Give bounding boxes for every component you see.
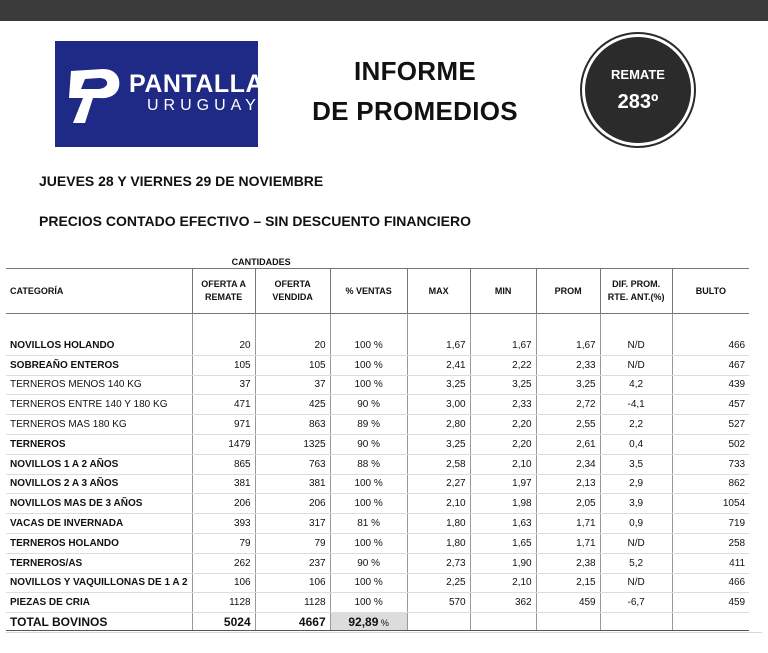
cell-bulto: 466	[672, 573, 749, 593]
cell-pct: 100 %	[330, 533, 407, 553]
col-categoria-header: CATEGORÍA	[10, 285, 64, 296]
cell-dif: 0,4	[600, 434, 672, 454]
table-row	[6, 514, 749, 534]
cell-min: 2,33	[470, 395, 536, 415]
cell-oferta: 471	[192, 395, 255, 415]
table-row	[6, 434, 749, 454]
table-row	[6, 336, 749, 355]
cell-max: 2,58	[407, 454, 470, 474]
report-title-line-2: DE PROMEDIOS	[312, 96, 518, 126]
remate-badge-number: 283º	[617, 91, 659, 113]
total-pct: 92,89 %	[330, 613, 407, 631]
col-min-header: MIN	[470, 269, 536, 314]
cell-bulto: 439	[672, 375, 749, 395]
cell-max: 3,25	[407, 375, 470, 395]
cell-min: 1,97	[470, 474, 536, 494]
cell-max: 2,25	[407, 573, 470, 593]
table-row	[6, 375, 749, 395]
cell-max: 2,73	[407, 553, 470, 573]
cell-cat: NOVILLOS 2 A 3 AÑOS	[6, 474, 192, 494]
cell-prom: 2,05	[536, 494, 600, 514]
table-row	[6, 355, 749, 375]
cell-cat: TERNEROS/AS	[6, 553, 192, 573]
cell-oferta: 79	[192, 533, 255, 553]
cell-bulto: 258	[672, 533, 749, 553]
top-bar	[0, 0, 768, 21]
prices-subtitle: PRECIOS CONTADO EFECTIVO – SIN DESCUENTO FINANCIERO	[39, 213, 471, 229]
cell-prom: 2,33	[536, 355, 600, 375]
cell-vendida: 381	[255, 474, 330, 494]
col-bulto-header: BULTO	[672, 269, 749, 314]
cell-cat: TERNEROS ENTRE 140 Y 180 KG	[6, 395, 192, 415]
cell-vendida: 79	[255, 533, 330, 553]
cell-prom: 459	[536, 593, 600, 613]
total-label: TOTAL BOVINOS	[6, 613, 192, 631]
col-oferta-vendida-header: OFERTA VENDIDA	[255, 269, 330, 314]
table-row	[6, 395, 749, 415]
table-row	[6, 573, 749, 593]
table-row	[6, 415, 749, 435]
table-row	[6, 494, 749, 514]
cell-bulto: 467	[672, 355, 749, 375]
cell-bulto: 733	[672, 454, 749, 474]
cell-cat: TERNEROS MAS 180 KG	[6, 415, 192, 435]
cell-max: 2,27	[407, 474, 470, 494]
pantalla-uruguay-logo	[55, 41, 273, 147]
cell-vendida: 317	[255, 514, 330, 534]
cell-bulto: 1054	[672, 494, 749, 514]
cell-prom: 1,71	[536, 514, 600, 534]
col-oferta-remate-header: OFERTA A REMATE	[192, 269, 255, 314]
cell-oferta: 20	[192, 336, 255, 355]
cell-vendida: 20	[255, 336, 330, 355]
cell-vendida: 37	[255, 375, 330, 395]
table-row	[6, 593, 749, 613]
cell-pct: 100 %	[330, 375, 407, 395]
logo-brand-name: PANTALLA®	[129, 70, 273, 98]
cell-prom: 2,38	[536, 553, 600, 573]
total-vendida: 4667	[255, 613, 330, 631]
cell-min: 1,67	[470, 336, 536, 355]
cell-vendida: 863	[255, 415, 330, 435]
cell-dif: 5,2	[600, 553, 672, 573]
cell-prom: 2,61	[536, 434, 600, 454]
cell-cat: NOVILLOS 1 A 2 AÑOS	[6, 454, 192, 474]
total-oferta: 5024	[192, 613, 255, 631]
cell-dif: N/D	[600, 533, 672, 553]
cell-max: 570	[407, 593, 470, 613]
cell-bulto: 411	[672, 553, 749, 573]
cell-pct: 100 %	[330, 474, 407, 494]
cell-dif: 4,2	[600, 375, 672, 395]
cell-min: 2,10	[470, 454, 536, 474]
cell-pct: 90 %	[330, 553, 407, 573]
cell-prom: 3,25	[536, 375, 600, 395]
col-max-header: MAX	[407, 269, 470, 314]
cell-cat: VACAS DE INVERNADA	[6, 514, 192, 534]
cell-pct: 81 %	[330, 514, 407, 534]
cell-pct: 100 %	[330, 494, 407, 514]
horse-head-icon	[67, 65, 125, 127]
cell-cat: NOVILLOS HOLANDO	[6, 336, 192, 355]
cell-oferta: 393	[192, 514, 255, 534]
cell-min: 2,20	[470, 415, 536, 435]
cell-prom: 1,71	[536, 533, 600, 553]
cell-cat: TERNEROS MENOS 140 KG	[6, 375, 192, 395]
cell-vendida: 1325	[255, 434, 330, 454]
cell-bulto: 527	[672, 415, 749, 435]
cell-max: 1,80	[407, 533, 470, 553]
cell-min: 3,25	[470, 375, 536, 395]
cell-pct: 89 %	[330, 415, 407, 435]
table-row	[6, 474, 749, 494]
cell-oferta: 381	[192, 474, 255, 494]
cell-prom: 2,34	[536, 454, 600, 474]
report-title-line-1: INFORME	[354, 56, 476, 86]
auction-date: JUEVES 28 Y VIERNES 29 DE NOVIEMBRE	[39, 173, 324, 189]
cell-min: 1,63	[470, 514, 536, 534]
cell-dif: 0,9	[600, 514, 672, 534]
cell-dif: 3,9	[600, 494, 672, 514]
cell-pct: 100 %	[330, 593, 407, 613]
cell-cat: NOVILLOS MAS DE 3 AÑOS	[6, 494, 192, 514]
table-row	[6, 533, 749, 553]
cell-dif: N/D	[600, 573, 672, 593]
cell-pct: 88 %	[330, 454, 407, 474]
cell-pct: 100 %	[330, 355, 407, 375]
cell-oferta: 1479	[192, 434, 255, 454]
cell-vendida: 1128	[255, 593, 330, 613]
cell-oferta: 206	[192, 494, 255, 514]
cell-min: 2,10	[470, 573, 536, 593]
cell-max: 1,67	[407, 336, 470, 355]
cell-min: 362	[470, 593, 536, 613]
cell-dif: -6,7	[600, 593, 672, 613]
cell-cat: TERNEROS HOLANDO	[6, 533, 192, 553]
table-body	[6, 336, 749, 613]
cell-max: 2,80	[407, 415, 470, 435]
cell-oferta: 105	[192, 355, 255, 375]
cell-bulto: 719	[672, 514, 749, 534]
group-header-row	[6, 255, 749, 269]
cell-oferta: 262	[192, 553, 255, 573]
cell-bulto: 862	[672, 474, 749, 494]
remate-badge	[585, 37, 691, 143]
table-row	[6, 454, 749, 474]
cell-min: 1,90	[470, 553, 536, 573]
cell-prom: 2,55	[536, 415, 600, 435]
cell-vendida: 105	[255, 355, 330, 375]
cell-oferta: 971	[192, 415, 255, 435]
cell-prom: 1,67	[536, 336, 600, 355]
cell-bulto: 466	[672, 336, 749, 355]
cell-min: 1,65	[470, 533, 536, 553]
cell-vendida: 237	[255, 553, 330, 573]
cell-max: 3,00	[407, 395, 470, 415]
cell-prom: 2,15	[536, 573, 600, 593]
col-pct-ventas-header: % VENTAS	[330, 269, 407, 314]
cell-vendida: 425	[255, 395, 330, 415]
cell-dif: 2,2	[600, 415, 672, 435]
cell-vendida: 763	[255, 454, 330, 474]
cell-min: 2,20	[470, 434, 536, 454]
cell-min: 1,98	[470, 494, 536, 514]
table-row	[6, 553, 749, 573]
cell-prom: 2,72	[536, 395, 600, 415]
cell-dif: 3,5	[600, 454, 672, 474]
cell-dif: -4,1	[600, 395, 672, 415]
cell-cat: PIEZAS DE CRIA	[6, 593, 192, 613]
cantidades-header: CANTIDADES	[192, 255, 330, 269]
cell-pct: 100 %	[330, 573, 407, 593]
total-row	[6, 613, 749, 631]
cell-prom: 2,13	[536, 474, 600, 494]
remate-badge-label: REMATE	[611, 67, 665, 82]
cell-min: 2,22	[470, 355, 536, 375]
cell-bulto: 457	[672, 395, 749, 415]
cell-oferta: 865	[192, 454, 255, 474]
cell-max: 2,10	[407, 494, 470, 514]
cell-bulto: 502	[672, 434, 749, 454]
cell-cat: SOBREAÑO ENTEROS	[6, 355, 192, 375]
cell-oferta: 106	[192, 573, 255, 593]
averages-table	[6, 255, 749, 631]
cell-max: 3,25	[407, 434, 470, 454]
col-dif-prom-header: DIF. PROM. RTE. ANT.(%)	[600, 269, 672, 314]
cell-pct: 90 %	[330, 434, 407, 454]
cell-oferta: 37	[192, 375, 255, 395]
cell-dif: N/D	[600, 355, 672, 375]
column-header-row	[6, 269, 749, 314]
cell-max: 1,80	[407, 514, 470, 534]
cell-cat: TERNEROS	[6, 434, 192, 454]
cell-bulto: 459	[672, 593, 749, 613]
spacer-row	[6, 314, 749, 337]
cell-max: 2,41	[407, 355, 470, 375]
cell-vendida: 106	[255, 573, 330, 593]
cell-cat: NOVILLOS Y VAQUILLONAS DE 1 A 2	[6, 573, 192, 593]
col-prom-header: PROM	[536, 269, 600, 314]
cell-pct: 90 %	[330, 395, 407, 415]
cell-oferta: 1128	[192, 593, 255, 613]
cell-dif: 2,9	[600, 474, 672, 494]
cell-dif: N/D	[600, 336, 672, 355]
logo-brand-country: URUGUAY	[147, 97, 261, 114]
cell-pct: 100 %	[330, 336, 407, 355]
cell-vendida: 206	[255, 494, 330, 514]
